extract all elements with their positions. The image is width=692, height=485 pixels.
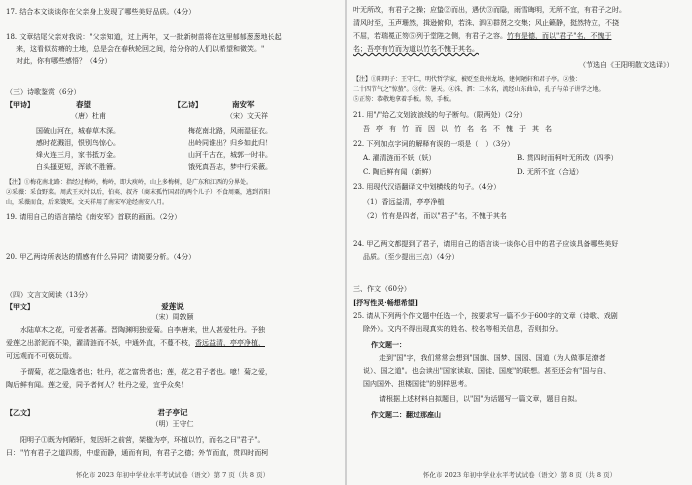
poem2-line: 饿死真吾志，梦中行采薇。 xyxy=(188,163,272,171)
question-20: 20. 甲乙两诗所表达的情感有什么异同？请简要分析。（4分） xyxy=(6,253,196,261)
text1-underlined-sentence: 香远益清，亭亭净植， xyxy=(195,339,265,347)
text2-continued: 叶无所改，有君子之操；应蛰②而出，遇伏③而隐，雨雪晦明，无所不宜，有君子之时。 xyxy=(353,6,626,14)
topic1-text: 说）、国之道"。也会读出"国家读取、国徒、国度"的联想。甚至还会有"国与自、 xyxy=(363,367,611,375)
page-footer: 怀化市 2023 年初中学业水平考试试卷（语文）第 7 页（共 8 页） xyxy=(75,471,270,479)
text2-wavy-sentence: 名；吾亭有竹而为道以竹名不愧于其名。 xyxy=(353,45,479,53)
poem2-line: 梅花南北路，风雨湿征衣。 xyxy=(188,127,272,135)
poem1-line: 感时花溅泪，恨别鸟惊心。 xyxy=(36,139,120,147)
text2-continued: 清风时至，玉声珊然，揖逊俯仰，若洙、泗④群贤之交集；风止籁静，挺然特立，不挠 xyxy=(353,19,619,27)
question-21: 21. 用"/"给乙文划波浪线的句子断句。（限两处）（2分） xyxy=(353,111,527,119)
text2-continued xyxy=(353,32,611,41)
text2-title: 君子亭记 xyxy=(157,408,188,417)
poem-note2: ②采薇：采食野菜。周武王灭纣以后，伯夷、叔齐（商末孤竹国君的两个儿子）不食周粟，逃到首阳 xyxy=(6,189,271,196)
poem-note1: 【注】①梅花南北路：指经过梅岭，梅岭，即大庾岭，山上多梅树，是广东和江西的分界处。 xyxy=(6,179,253,186)
text2-para: 阳明子①既为何陋轩，复因轩之前营，架楹为亭，环植以竹，而名之曰"君子"。 xyxy=(20,436,265,444)
section-poetry: （三）诗歌鉴赏（6分） xyxy=(6,88,81,96)
topic1-instruction: 请根据上述材料自拟题目，以"国"为话题写一篇文章，题目自拟。 xyxy=(379,395,582,403)
text1-para: 予谓菊，花之隐逸者也；牡丹，花之富贵者也；莲，花之君子者也。噫！菊之爱， xyxy=(20,368,272,376)
poem2-title: 南安军 xyxy=(232,100,255,109)
question-18-line3: 对此，你有哪些感悟？（4分） xyxy=(16,57,112,65)
option-c: C. 陶后鲜有闻（新鲜） xyxy=(363,168,436,176)
text1-para: 可远观而不可亵玩焉。 xyxy=(6,352,76,360)
text2-underlined-sentence: 竹有是德，而以"君子"名，不愧于 xyxy=(507,32,612,40)
text1-para: 水陆草木之花，可爱者甚蕃。晋陶渊明独爱菊。自李唐来，世人甚爱牡丹。予独 xyxy=(20,326,265,334)
question-24-line2: 品质。（至少提出三点）（4分） xyxy=(363,253,459,261)
question-18-line1: 18. 文章结尾父亲对我说："父亲知道，过上两年，又一批新树苗将在这里郁郁葱葱地长起 xyxy=(6,33,282,41)
page-footer: 怀化市 2023 年初中学业水平考试试卷（语文）第 8 页（共 8 页） xyxy=(422,471,617,479)
text1-para xyxy=(6,339,265,348)
poem1-label: 【甲诗】 xyxy=(6,100,34,109)
question-25-line1: 25. 请从下列两个作文题中任选一个，按要求写一篇不少于600字的文章（诗歌、戏剧 xyxy=(353,312,618,320)
option-a: A. 濯清涟而不妖（妖） xyxy=(363,154,436,162)
section-classical: （四）文言文阅读（13分） xyxy=(6,291,92,299)
question-23-item2: （2）竹有是四者，而以"君子"名，不愧于其名 xyxy=(363,212,507,220)
question-18-line2: 来，这看似贫瘠的土地，总是会在春秋轮回之间，给分你的人们以希望和微笑。" xyxy=(16,45,265,53)
text1-label: 【甲文】 xyxy=(6,302,34,311)
section-composition: 三、作文（60分） xyxy=(353,285,411,293)
composition-subtitle: [抒写性灵·畅想希望] xyxy=(353,298,419,307)
text2-part: 不屈，若瑞冕正笏⑤列于堂陛之侧，有君子之容。 xyxy=(353,32,507,40)
text2-note3: ⑤正笏：恭敬地拿着手板。笏，手板。 xyxy=(353,96,456,103)
text2-note1: 【注】①阳明子：王守仁，明代哲学家，被贬至贵州龙场，建何陋轩和君子亭。②蛰： xyxy=(353,76,582,83)
question-19: 19. 请用自己的语言描绘《南安军》首联的画面。（2分） xyxy=(6,213,182,221)
text2-para: 曰："竹有君子之道四焉，中虚而静，通而有间，有君子之德；外节而直，贯四时而柯 xyxy=(6,449,269,457)
topic2-label: 作文题二：翻过那座山 xyxy=(371,410,441,419)
text2-label: 【乙文】 xyxy=(6,408,34,417)
page-7 xyxy=(0,0,345,485)
poem-note3: 山，采薇而食，后来饿死。文天祥用了南宋军途经南安八月。 xyxy=(6,199,169,206)
text1-para: 陶后鲜有闻。莲之爱，同予者何人？牡丹之爱，宜乎众矣！ xyxy=(6,381,188,389)
topic1-text: 走到"国"字，我们常常会想到"国旗、国梦、国园、国道（为人做事足潦者 xyxy=(379,354,606,362)
poem1-line: 国破山河在，城春草木深。 xyxy=(36,127,120,135)
text1-author: （宋）周敦颐 xyxy=(151,313,194,321)
page-8 xyxy=(347,0,692,485)
question-21-sentence: 吾亭有竹而因以竹名名不愧于其名 xyxy=(363,125,558,133)
question-23-item1: （1）香远益清，亭亭净植 xyxy=(363,198,445,206)
poem2-line: 山河千古在，城郭一时非。 xyxy=(188,151,272,159)
poem1-author: （唐）杜甫 xyxy=(71,112,106,120)
topic1-label: 作文题一： xyxy=(371,340,406,349)
text2-author: （明）王守仁 xyxy=(151,420,194,428)
poem1-line: 烽火连三月，家书抵万金。 xyxy=(36,151,120,159)
question-25-line2: 除外）。文内不得出现真实的姓名、校名等相关信息，否则扣分。 xyxy=(363,325,563,333)
option-d: D. 无所不宜（合适） xyxy=(517,168,583,176)
poem2-label: 【乙诗】 xyxy=(174,100,202,109)
text1-title: 爱莲说 xyxy=(161,302,184,311)
text2-note2: 二十四节气之"惊蛰"。③伏：暑天。④洙、泗：二水名，流经山东曲阜，孔子与弟子讲学之地。 xyxy=(353,86,605,93)
poem2-author: （宋）文天祥 xyxy=(226,112,268,120)
text2-continued xyxy=(353,45,479,54)
option-b: B. 贯四时而柯叶无所改（四季） xyxy=(517,154,618,162)
question-24-line1: 24. 甲乙两文都提到了君子，请用自己的语言谈一谈你心目中的君子应该具备哪些美好 xyxy=(353,240,619,248)
poem2-line: 出岭同谁出？归乡如此归！ xyxy=(188,139,272,147)
text2-source: （节选自《王阳明散文选译》） xyxy=(579,61,674,69)
question-23: 23. 用现代汉语翻译文中划横线的句子。（4分） xyxy=(353,183,501,191)
topic1-text: 国内国外、担楼国徒"的别样思考。 xyxy=(363,380,472,388)
question-17: 17. 结合本文谈谈你在父亲身上发现了哪些美好品质。（4分） xyxy=(6,8,196,16)
poem1-line: 白头搔更短，浑欲不胜簪。 xyxy=(36,163,120,171)
question-22: 22. 下列加点字词的解释有误的一项是（ ）（3分） xyxy=(353,140,515,148)
poem1-title: 春望 xyxy=(76,100,91,109)
text1-para-part: 爱莲之出淤泥而不染，濯清涟而不妖，中通外直，不蔓不枝， xyxy=(6,339,195,347)
